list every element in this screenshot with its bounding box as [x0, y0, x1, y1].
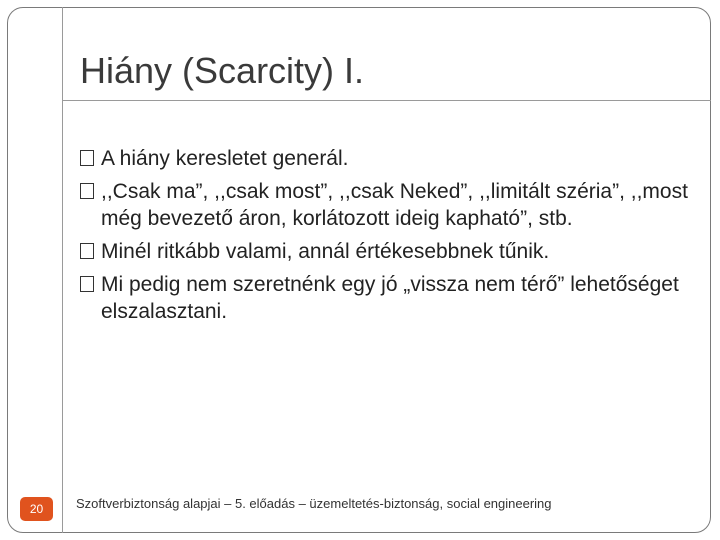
- slide-title: Hiány (Scarcity) I.: [80, 50, 365, 91]
- slide-footer: Szoftverbiztonság alapjai – 5. előadás – üzemeltetés-biztonság, social engineering: [76, 496, 552, 511]
- vertical-divider: [62, 7, 63, 533]
- bullet-box-icon: [80, 243, 94, 259]
- bullet-item: [80, 178, 690, 232]
- bullet-item: [80, 271, 690, 325]
- bullet-item: [80, 238, 690, 265]
- title-divider: [62, 100, 711, 101]
- bullet-text: ,,Csak ma”, ,,csak most”, ,,csak Neked”, ,,limitált széria”, ,,most még bevezető áron, korlátozott ideig kapható”, stb.: [101, 180, 688, 230]
- page-number-badge: 20: [20, 497, 53, 521]
- bullet-box-icon: [80, 276, 94, 292]
- bullet-list: [80, 145, 690, 331]
- bullet-item: [80, 145, 690, 172]
- bullet-text: A hiány keresletet generál.: [101, 147, 349, 170]
- bullet-box-icon: [80, 183, 94, 199]
- bullet-text: Minél ritkább valami, annál értékesebbnek tűnik.: [101, 240, 550, 263]
- bullet-text: Mi pedig nem szeretnénk egy jó „vissza nem térő” lehetőséget elszalasztani.: [101, 273, 679, 323]
- bullet-box-icon: [80, 150, 94, 166]
